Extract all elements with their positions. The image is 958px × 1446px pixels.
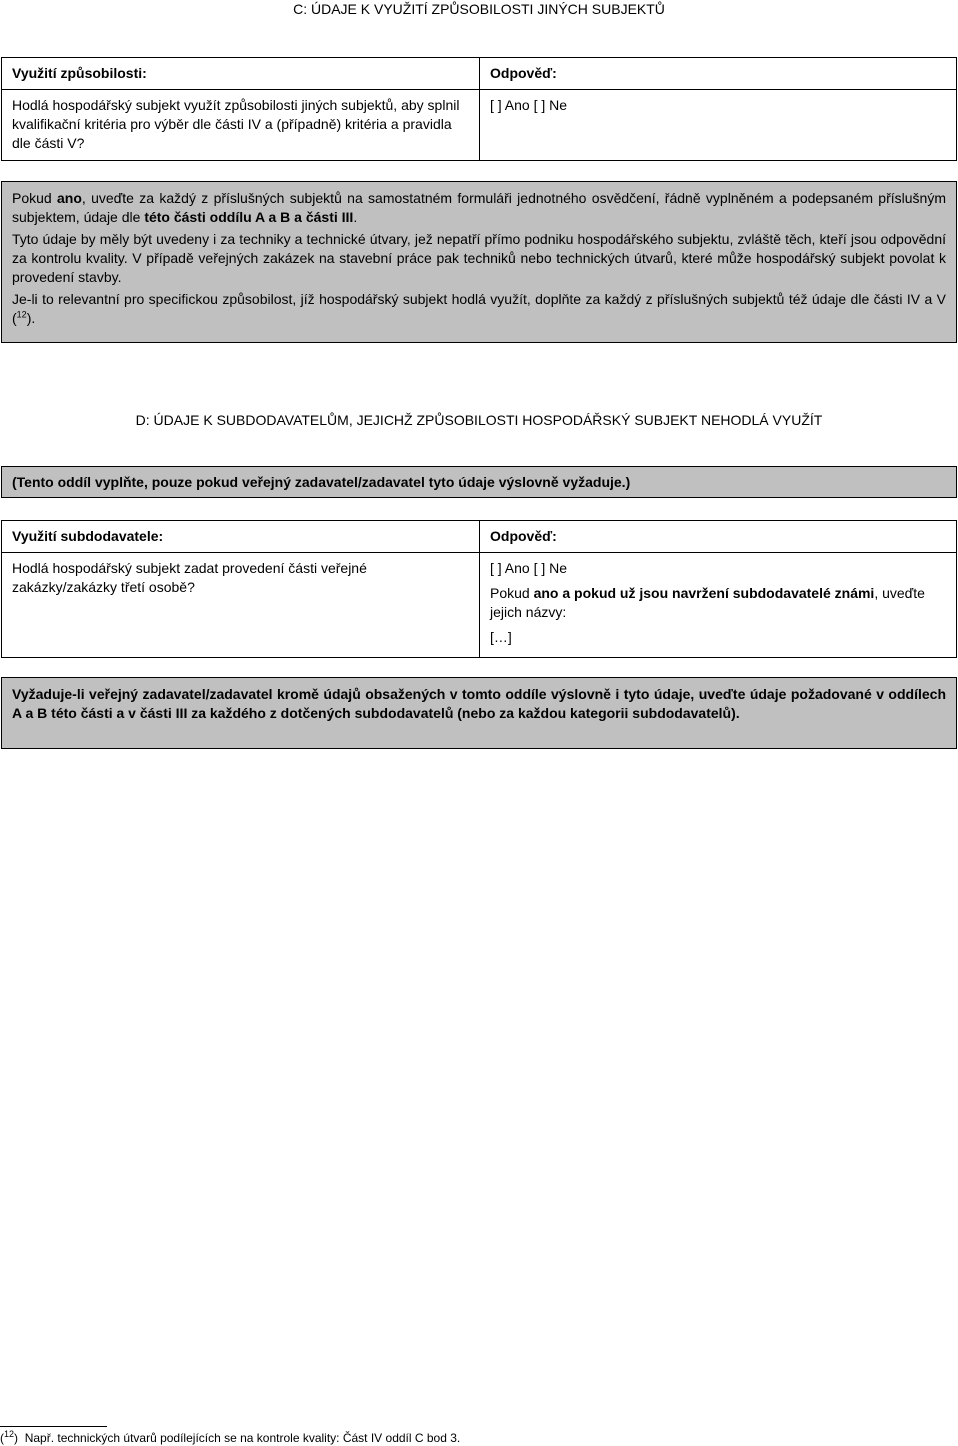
section-d-intro-note: (Tento oddíl vyplňte, pouze pokud veřejný zadavatel/zadavatel tyto údaje výslovně vyžaduje.) — [1, 466, 957, 498]
section-d-answer-cell — [480, 553, 957, 658]
section-c-answer: [ ] Ano [ ] Ne — [480, 90, 957, 161]
section-d-placeholder: […] — [490, 629, 512, 645]
footnote-text: Např. technických útvarů podílejících se na kontrole kvality: Část IV oddíl C bod 3. — [24, 1431, 461, 1445]
section-d-answer: [ ] Ano [ ] Ne — [490, 560, 568, 576]
section-d-question: Hodlá hospodářský subjekt zadat provedení části veřejné zakázky/zakázky třetí osobě? — [2, 553, 480, 658]
section-c-note-p3: Je-li to relevantní pro specifickou způsobilost, jíž hospodářský subjekt hodlá využít, doplňte za každý z příslušných subjektů též údaje dle části IV a V ($^{12}$). — [12, 291, 946, 326]
section-d-right-header: Odpověď: — [480, 521, 957, 553]
section-c-note — [1, 181, 957, 343]
section-c-left-header: Využití způsobilosti: — [2, 58, 480, 90]
section-d-final-note: Vyžaduje-li veřejný zadavatel/zadavatel kromě údajů obsažených v tomto oddíle výslovně i tyto údaje, uveďte údaje požadované v oddílech A a B této části a v části III za každého z dotčených subdodavatelů (nebo za každou kategorii subdodavatelů). — [1, 677, 957, 749]
section-d-title: D: ÚDAJE K SUBDODAVATELŮM, JEJICHŽ ZPŮSOBILOSTI HOSPODÁŘSKÝ SUBJEKT NEHODLÁ VYUŽÍT — [135, 412, 823, 428]
section-c-note-p1: Pokud ano, uveďte za každý z příslušných subjektů na samostatném formuláři jednotného osvědčení, řádně vyplněném a podepsaném příslušným subjektem, údaje dle této části oddílu A a B a části III. — [12, 190, 946, 225]
footnote: ($^{12}$) Např. technických útvarů podílejících se na kontrole kvality: Část IV oddíl C bod 3. — [0, 1429, 461, 1445]
section-c-table — [1, 57, 957, 161]
section-c-question: Hodlá hospodářský subjekt využít způsobilosti jiných subjektů, aby splnil kvalifikační kritéria pro výběr dle části IV a (případně) kritéria a pravidla dle části V? — [2, 90, 480, 161]
section-d-table — [1, 520, 957, 658]
section-d-left-header: Využití subdodavatele: — [2, 521, 480, 553]
section-d-followup: Pokud ano a pokud už jsou navržení subdodavatelé známi, uveďte jejich názvy: — [490, 585, 925, 620]
section-c-note-p2: Tyto údaje by měly být uvedeny i za techniky a technické útvary, jež nepatří přímo podniku hospodářského subjektu, zvláště těch, kteří jsou odpovědní za kontrolu kvality. V případě veřejných zakázek na stavební práce pak techniků nebo technických útvarů, které může hospodářský subjekt povolat k provedení stavby. — [12, 231, 946, 285]
section-c-right-header: Odpověď: — [480, 58, 957, 90]
section-c-title: C: ÚDAJE K VYUŽITÍ ZPŮSOBILOSTI JINÝCH SUBJEKTŮ — [293, 1, 665, 17]
footnote-rule — [0, 1426, 107, 1427]
